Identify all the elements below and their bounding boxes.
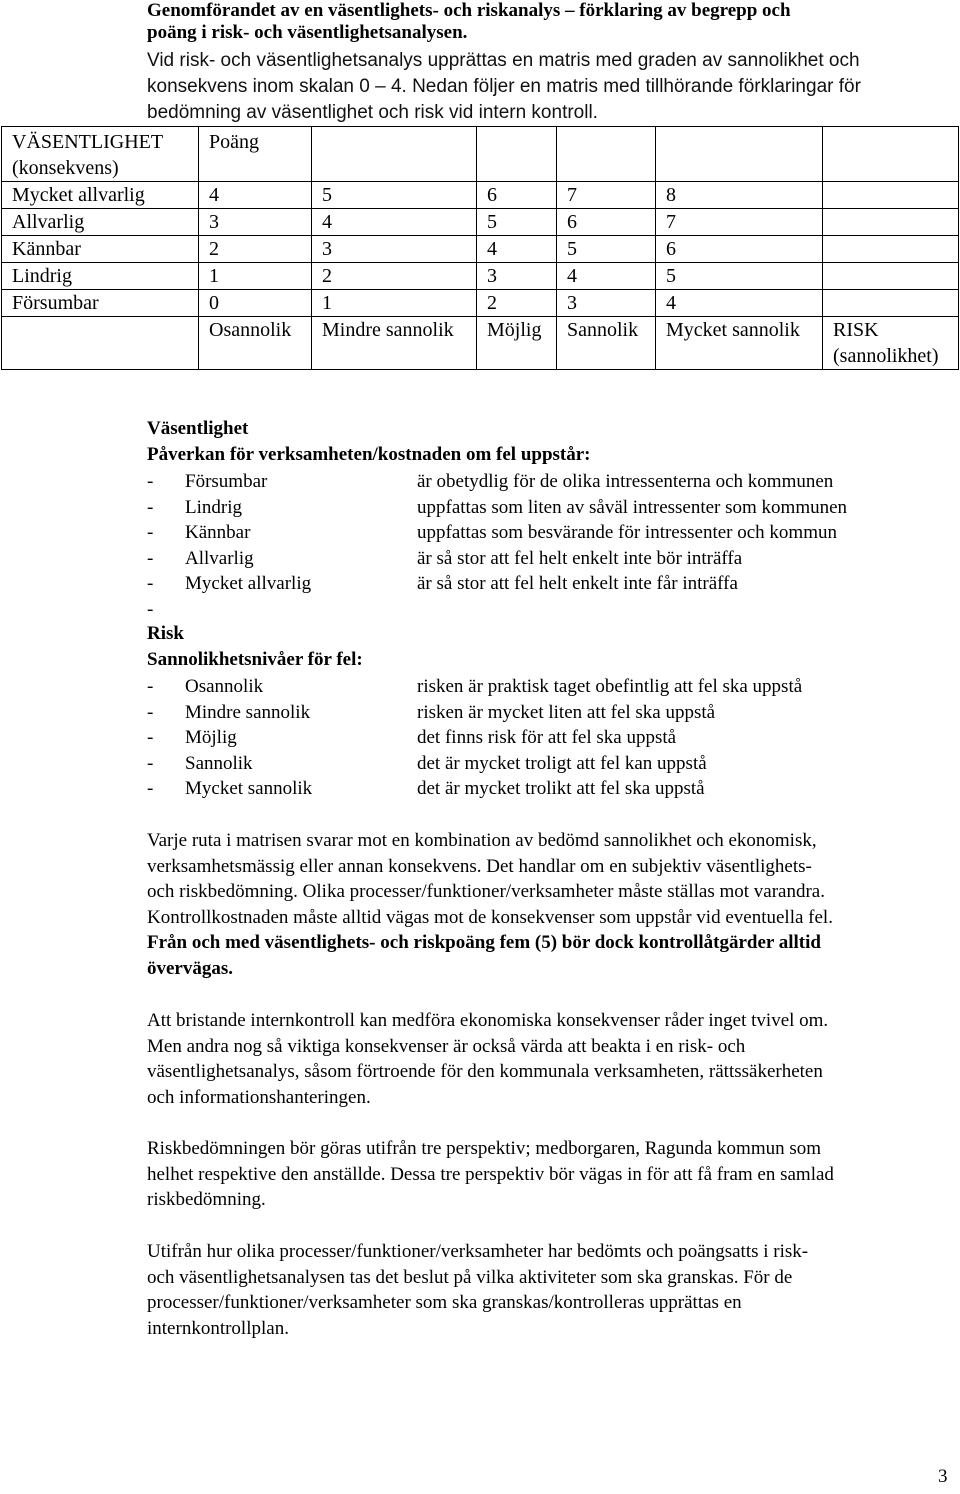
definition: det finns risk för att fel ska uppstå xyxy=(417,727,677,749)
list-item: - Mycket sannolik det är mycket trolikt att fel ska uppstå xyxy=(147,776,947,802)
paragraph-emphasis-line: övervägas. xyxy=(147,957,234,979)
trailing-dash: - xyxy=(147,598,154,620)
matrix-row xyxy=(2,209,959,236)
row-label: Försumbar xyxy=(2,290,199,317)
significance-list xyxy=(147,469,947,623)
term: Osannolik xyxy=(185,676,264,697)
definition: uppfattas som besvärande för intressenter och kommun xyxy=(417,522,837,544)
paragraph-emphasis-line: Från och med väsentlighets- och riskpoäng fem (5) bör dock kontrollåtgärder alltid xyxy=(147,932,821,954)
matrix-cell: 7 xyxy=(557,182,656,209)
footer-label: Mindre sannolik xyxy=(312,317,477,370)
matrix-cell: 3 xyxy=(312,236,477,263)
list-item: - Möjlig det finns risk för att fel ska uppstå xyxy=(147,725,947,751)
matrix-cell: 5 xyxy=(312,182,477,209)
matrix-cell: 8 xyxy=(656,182,823,209)
footer-label: Sannolik xyxy=(557,317,656,370)
term: Mycket allvarlig xyxy=(185,573,312,595)
matrix-cell xyxy=(477,127,557,182)
matrix-cell xyxy=(823,127,959,182)
paragraph-line: processer/funktioner/verksamheter som ska granskas/kontrolleras upprättas en xyxy=(147,1292,742,1314)
term: Allvarlig xyxy=(185,547,254,569)
paragraph-line: Men andra nog så viktiga konsekvenser är också värda att beakta i en risk- och xyxy=(147,1035,746,1057)
footer-label: Osannolik xyxy=(199,317,312,370)
term: Mycket sannolik xyxy=(185,778,313,800)
list-item: - Allvarlig är så stor att fel helt enkelt inte bör inträffa xyxy=(147,546,947,572)
paragraph-line: och informationshanteringen. xyxy=(147,1086,371,1108)
paragraph-line: Kontrollkostnaden måste alltid vägas mot de konsekvenser som uppstår vid eventuella fel. xyxy=(147,906,833,928)
risk-label-line: (sannolikhet) xyxy=(833,345,939,367)
matrix-footer-row xyxy=(2,317,959,370)
term: Möjlig xyxy=(185,727,237,749)
matrix-cell xyxy=(823,182,959,209)
list-item xyxy=(147,597,947,623)
intro-line: konsekvens inom skalan 0 – 4. Nedan följer en matris med tillhörande förklaringar för xyxy=(147,76,861,97)
matrix-cell: 7 xyxy=(656,209,823,236)
matrix-cell: 2 xyxy=(199,236,312,263)
matrix-cell xyxy=(2,317,199,370)
matrix-cell xyxy=(557,127,656,182)
list-item: - Sannolik det är mycket troligt att fel kan uppstå xyxy=(147,751,947,777)
matrix-cell: 6 xyxy=(557,209,656,236)
intro-line: bedömning av väsentlighet och risk vid intern kontroll. xyxy=(147,102,598,123)
matrix-row xyxy=(2,263,959,290)
list-item: - Lindrig uppfattas som liten av såväl intressenter som kommunen xyxy=(147,495,947,521)
definition: risken är praktisk taget obefintlig att fel ska uppstå xyxy=(417,676,803,697)
term: Kännbar xyxy=(185,522,251,544)
paragraph-control-plan xyxy=(147,1239,947,1341)
definition: är obetydlig för de olika intressenterna och kommunen xyxy=(417,471,834,492)
matrix-cell: 6 xyxy=(656,236,823,263)
matrix-cell: 1 xyxy=(312,290,477,317)
footer-label: Möjlig xyxy=(477,317,557,370)
matrix-cell: 4 xyxy=(312,209,477,236)
paragraph-line: Riskbedömningen bör göras utifrån tre perspektiv; medborgaren, Ragunda kommun som xyxy=(147,1138,822,1159)
paragraph-line: helhet respektive den anställde. Dessa tre perspektiv bör vägas in för att få fram en samlad xyxy=(147,1163,834,1185)
paragraph-line: Utifrån hur olika processer/funktioner/verksamheter har bedömts och poängsatts i risk- xyxy=(147,1241,809,1262)
section-heading xyxy=(147,0,937,44)
risk-subtitle: Sannolikhetsnivåer för fel: xyxy=(147,649,363,670)
heading-line: Genomförandet av en väsentlighets- och riskanalys – förklaring av begrepp och xyxy=(147,0,791,21)
matrix-cell: 3 xyxy=(557,290,656,317)
matrix-row xyxy=(2,290,959,317)
matrix-cell xyxy=(656,127,823,182)
matrix-cell: 0 xyxy=(199,290,312,317)
heading-line: poäng i risk- och väsentlighetsanalysen. xyxy=(147,22,468,43)
list-item: - Kännbar uppfattas som besvärande för intressenter och kommun xyxy=(147,520,947,546)
matrix-header-label xyxy=(2,127,199,182)
list-item: - Försumbar är obetydlig för de olika intressenterna och kommunen xyxy=(147,469,947,495)
matrix-cell: 5 xyxy=(656,263,823,290)
matrix-cell: 5 xyxy=(557,236,656,263)
paragraph-line: väsentlighetsanalys, såsom förtroende för den kommunala verksamheten, rättssäkerheten xyxy=(147,1061,823,1083)
matrix-row xyxy=(2,236,959,263)
row-label: Kännbar xyxy=(2,236,199,263)
definition: det är mycket troligt att fel kan uppstå xyxy=(417,752,707,774)
paragraph-line: Att bristande internkontroll kan medföra ekonomiska konsekvenser råder inget tvivel om. xyxy=(147,1010,829,1031)
header-label-line: VÄSENTLIGHET xyxy=(12,131,164,153)
definition: uppfattas som liten av såväl intressenter som kommunen xyxy=(417,496,848,518)
matrix-cell xyxy=(312,127,477,182)
term: Sannolik xyxy=(185,752,253,774)
paragraph-line: internkontrollplan. xyxy=(147,1317,289,1339)
matrix-header-points: Poäng xyxy=(199,127,312,182)
matrix-header-row xyxy=(2,127,959,182)
matrix-cell xyxy=(823,290,959,317)
significance-title: Väsentlighet xyxy=(147,418,249,439)
paragraph-line: och väsentlighetsanalysen tas det beslut på vilka aktiviteter som ska granskas. För de xyxy=(147,1266,793,1288)
row-label: Mycket allvarlig xyxy=(2,182,199,209)
intro-text xyxy=(147,48,937,126)
definition: det är mycket trolikt att fel ska uppstå xyxy=(417,778,705,800)
matrix-cell xyxy=(823,236,959,263)
term: Lindrig xyxy=(185,496,242,518)
paragraph-matrix-explanation xyxy=(147,828,947,982)
paragraph-line: Varje ruta i matrisen svarar mot en kombination av bedömd sannolikhet och ekonomisk, xyxy=(147,830,817,851)
risk-title: Risk xyxy=(147,623,184,644)
definition: är så stor att fel helt enkelt inte bör inträffa xyxy=(417,547,743,569)
matrix-cell: 4 xyxy=(656,290,823,317)
header-label-line: (konsekvens) xyxy=(12,157,119,179)
risk-matrix-table xyxy=(1,126,959,370)
footer-label: Mycket sannolik xyxy=(656,317,823,370)
definition: är så stor att fel helt enkelt inte får inträffa xyxy=(417,573,738,595)
intro-line: Vid risk- och väsentlighetsanalys upprättas en matris med graden av sannolikhet och xyxy=(147,50,860,71)
matrix-cell: 5 xyxy=(477,209,557,236)
list-item: - Osannolik risken är praktisk taget obefintlig att fel ska uppstå xyxy=(147,674,947,700)
paragraph-consequences xyxy=(147,1008,947,1110)
list-item: - Mycket allvarlig är så stor att fel helt enkelt inte får inträffa xyxy=(147,571,947,597)
matrix-cell: 2 xyxy=(477,290,557,317)
paragraph-line: och riskbedömning. Olika processer/funktioner/verksamheter måste ställas mot varandra. xyxy=(147,881,825,903)
paragraph-line: verksamhetsmässig eller annan konsekvens. Det handlar om en subjektiv väsentlighets- xyxy=(147,855,812,877)
matrix-cell: 6 xyxy=(477,182,557,209)
matrix-cell: 4 xyxy=(557,263,656,290)
matrix-cell xyxy=(823,263,959,290)
matrix-cell: 2 xyxy=(312,263,477,290)
matrix-cell: 4 xyxy=(477,236,557,263)
matrix-cell: 1 xyxy=(199,263,312,290)
risk-label-line: RISK xyxy=(833,319,879,341)
page-number: 3 xyxy=(938,1466,948,1487)
matrix-row xyxy=(2,182,959,209)
matrix-cell: 3 xyxy=(477,263,557,290)
matrix-cell xyxy=(823,209,959,236)
term: Mindre sannolik xyxy=(185,701,311,723)
matrix-cell: 4 xyxy=(199,182,312,209)
term: Försumbar xyxy=(185,471,268,492)
row-label: Allvarlig xyxy=(2,209,199,236)
significance-subtitle: Påverkan för verksamheten/kostnaden om fel uppstår: xyxy=(147,444,591,465)
matrix-cell: 3 xyxy=(199,209,312,236)
paragraph-perspectives xyxy=(147,1136,947,1213)
row-label: Lindrig xyxy=(2,263,199,290)
definition: risken är mycket liten att fel ska uppstå xyxy=(417,701,716,723)
risk-axis-label xyxy=(823,317,959,370)
risk-list xyxy=(147,674,947,802)
paragraph-line: riskbedömning. xyxy=(147,1189,266,1211)
list-item: - Mindre sannolik risken är mycket liten att fel ska uppstå xyxy=(147,700,947,726)
